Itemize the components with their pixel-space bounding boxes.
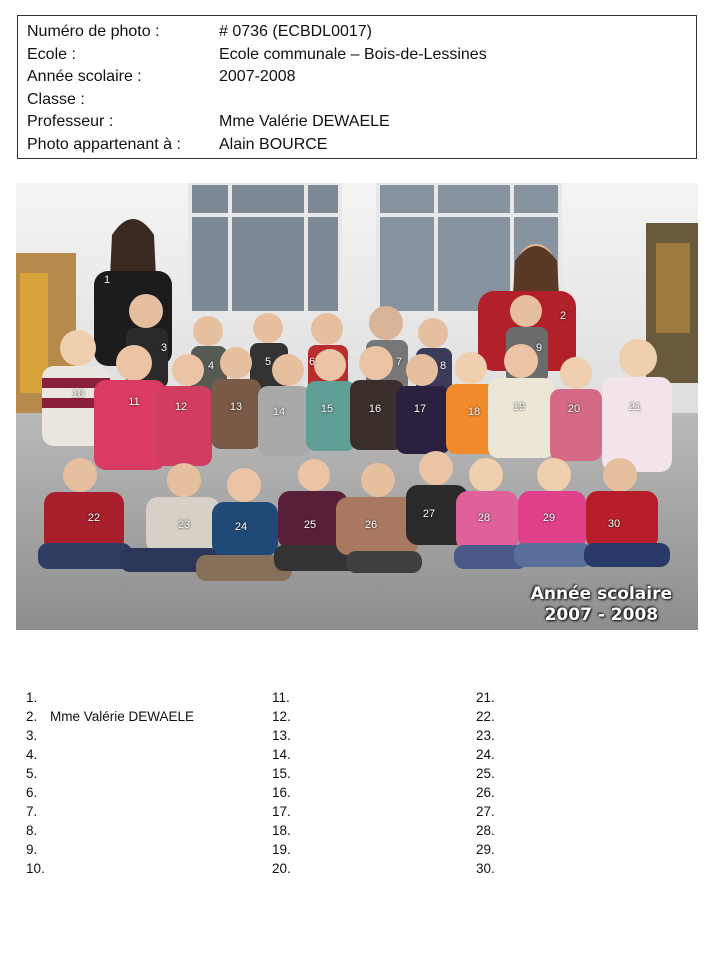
item-number: 9. (26, 842, 38, 857)
list-item (272, 783, 462, 802)
list-item (26, 840, 256, 859)
list-item (26, 802, 256, 821)
info-value: Ecole communale – Bois-de-Lessines (219, 45, 487, 63)
list-item (476, 764, 676, 783)
list-item (26, 783, 256, 802)
item-number: 13. (272, 728, 291, 743)
photo-marker: 5 (264, 356, 272, 368)
info-row-school-year (27, 66, 687, 89)
info-label: Année scolaire : (27, 68, 142, 85)
info-label: Photo appartenant à : (27, 135, 181, 153)
photo-marker: 28 (477, 512, 491, 524)
info-value: Mme Valérie DEWAELE (219, 113, 390, 130)
photo-marker: 20 (567, 403, 581, 415)
item-number: 7. (26, 804, 38, 819)
info-value: Alain BOURCE (219, 135, 328, 153)
list-item (272, 840, 462, 859)
item-number: 8. (26, 823, 38, 838)
list-item (26, 859, 256, 878)
names-column-2 (272, 688, 462, 878)
item-number: 29. (476, 842, 495, 857)
info-label: Ecole : (27, 45, 76, 63)
photo-marker: 15 (320, 403, 334, 415)
info-label: Professeur : (27, 113, 114, 130)
list-item (272, 802, 462, 821)
photo-marker: 27 (422, 508, 436, 520)
item-name: Mme Valérie DEWAELE (50, 709, 195, 724)
info-value: 2007-2008 (219, 68, 296, 85)
info-row-class (27, 89, 687, 112)
list-item (26, 726, 256, 745)
photo-marker: 13 (229, 401, 243, 413)
photo-marker: 11 (128, 396, 140, 408)
list-item (476, 707, 676, 726)
info-row-owner (27, 134, 687, 157)
info-row-teacher (27, 111, 687, 134)
list-item (26, 688, 256, 707)
photo-marker: 16 (368, 403, 382, 415)
item-number: 30. (476, 861, 495, 876)
info-value (219, 89, 687, 112)
item-number: 3. (26, 728, 38, 743)
list-item (476, 688, 676, 707)
photo-year-stamp (531, 584, 672, 626)
info-label: Classe : (27, 90, 85, 108)
item-number: 16. (272, 785, 291, 800)
list-item (26, 821, 256, 840)
info-label: Numéro de photo : (27, 23, 160, 40)
photo-marker: 22 (87, 512, 101, 524)
photo-info-box (17, 15, 697, 159)
list-item (272, 745, 462, 764)
photo-marker: 3 (160, 342, 168, 354)
photo-marker: 1 (103, 274, 111, 286)
photo-marker: 6 (308, 356, 316, 368)
item-number: 11. (272, 690, 290, 705)
photo-marker: 7 (395, 356, 403, 368)
item-number: 1. (26, 690, 38, 705)
list-item (476, 802, 676, 821)
info-value: # 0736 (ECBDL0017) (219, 23, 372, 40)
list-item (26, 764, 256, 783)
item-number: 6. (26, 785, 38, 800)
list-item (272, 688, 462, 707)
photo-marker: 9 (535, 342, 543, 354)
item-number: 20. (272, 861, 291, 876)
list-item (272, 764, 462, 783)
list-item (26, 707, 256, 726)
item-number: 19. (272, 842, 291, 857)
info-row-photo-number (27, 21, 687, 44)
list-item (476, 783, 676, 802)
photo-marker: 14 (272, 406, 286, 418)
photo-marker: 25 (303, 519, 317, 531)
item-number: 15. (272, 766, 291, 781)
list-item (476, 840, 676, 859)
list-item (272, 707, 462, 726)
item-number: 10. (26, 861, 45, 876)
item-number: 26. (476, 785, 495, 800)
list-item (272, 821, 462, 840)
list-item (476, 859, 676, 878)
class-photo (16, 183, 698, 630)
list-item (272, 859, 462, 878)
photo-marker: 26 (364, 519, 378, 531)
list-item (476, 745, 676, 764)
list-item (272, 726, 462, 745)
list-item (476, 821, 676, 840)
photo-marker: 17 (413, 403, 427, 415)
item-number: 23. (476, 728, 495, 743)
photo-marker: 4 (207, 360, 215, 372)
photo-marker: 21 (628, 401, 642, 413)
item-number: 28. (476, 823, 495, 838)
photo-marker: 10 (71, 388, 85, 400)
photo-marker: 12 (174, 401, 188, 413)
item-number: 4. (26, 747, 38, 762)
photo-marker: 18 (467, 406, 481, 418)
item-number: 22. (476, 709, 495, 724)
item-number: 5. (26, 766, 38, 781)
list-item (26, 745, 256, 764)
photo-marker: 19 (512, 401, 526, 413)
photo-marker: 24 (234, 521, 248, 533)
item-number: 14. (272, 747, 291, 762)
photo-marker: 29 (542, 512, 556, 524)
item-number: 2. (26, 709, 38, 724)
item-number: 21. (476, 690, 495, 705)
list-item (476, 726, 676, 745)
class-photo-illustration (16, 183, 698, 630)
photo-marker: 8 (439, 360, 447, 372)
photo-marker: 30 (607, 518, 621, 530)
photo-marker: 23 (177, 519, 191, 531)
item-number: 17. (272, 804, 291, 819)
item-number: 18. (272, 823, 291, 838)
item-number: 27. (476, 804, 495, 819)
photo-marker: 2 (559, 310, 567, 322)
stamp-line: 2007 - 2008 (544, 605, 659, 625)
item-number: 12. (272, 709, 291, 724)
item-number: 24. (476, 747, 495, 762)
names-column-1 (26, 688, 256, 878)
info-row-school (27, 44, 687, 67)
names-column-3 (476, 688, 676, 878)
stamp-line: Année scolaire (530, 584, 672, 604)
item-number: 25. (476, 766, 495, 781)
